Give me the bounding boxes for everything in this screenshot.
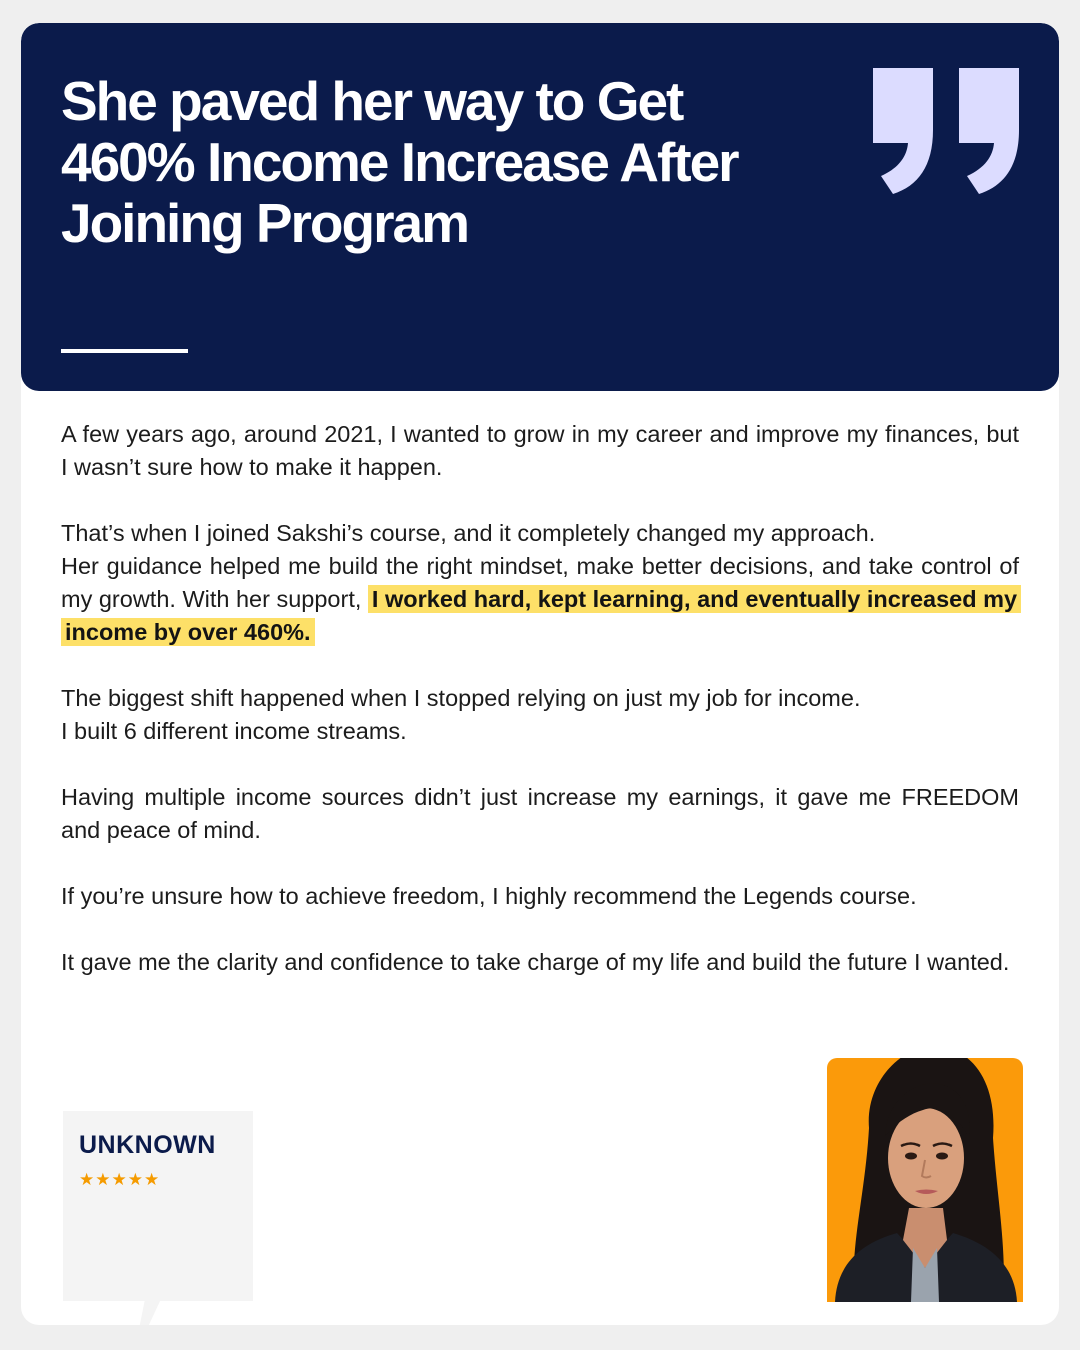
author-name: UNKNOWN	[79, 1131, 216, 1159]
title-underline	[61, 349, 188, 353]
author-card	[63, 1111, 253, 1301]
paragraph-5: If you’re unsure how to achieve freedom, I highly recommend the Legends course.	[61, 883, 917, 909]
paragraph-2-text: Her guidance helped me build the right mindset, make better decisions, and take control of my growth. With her support,	[61, 553, 1019, 612]
paragraph-6: It gave me the clarity and confidence to take charge of my life and build the future I wanted.	[61, 949, 1010, 975]
paragraph-2-line-1: That’s when I joined Sakshi’s course, and it completely changed my approach.	[61, 520, 876, 546]
paragraph-4: Having multiple income sources didn’t just increase my earnings, it gave me FREEDOM and peace of mind.	[61, 784, 1019, 843]
paragraph-3-line-2: I built 6 different income streams.	[61, 718, 407, 744]
highlighted-text: I worked hard, kept learning, and eventually increased my income by over 460%.	[61, 585, 1021, 646]
title-line-1: She paved her way to Get	[61, 70, 683, 132]
paragraph-3-line-1: The biggest shift happened when I stopped relying on just my job for income.	[61, 685, 861, 711]
author-photo	[827, 1058, 1023, 1302]
testimonial-card	[21, 23, 1059, 1325]
title-line-3: Joining Program	[61, 192, 468, 254]
star-rating: ★★★★★	[79, 1170, 161, 1189]
paragraph-3	[61, 682, 1019, 748]
speech-tail-icon	[125, 1299, 161, 1325]
header-banner	[21, 23, 1059, 391]
paragraph-2	[61, 517, 1019, 649]
page-title	[61, 71, 861, 254]
testimonial-body	[61, 418, 1019, 1012]
closing-quote-icon	[873, 68, 1023, 195]
title-line-2: 460% Income Increase After	[61, 131, 738, 193]
paragraph-1: A few years ago, around 2021, I wanted to grow in my career and improve my finances, but I wasn’t sure how to make it happen.	[61, 421, 1019, 480]
